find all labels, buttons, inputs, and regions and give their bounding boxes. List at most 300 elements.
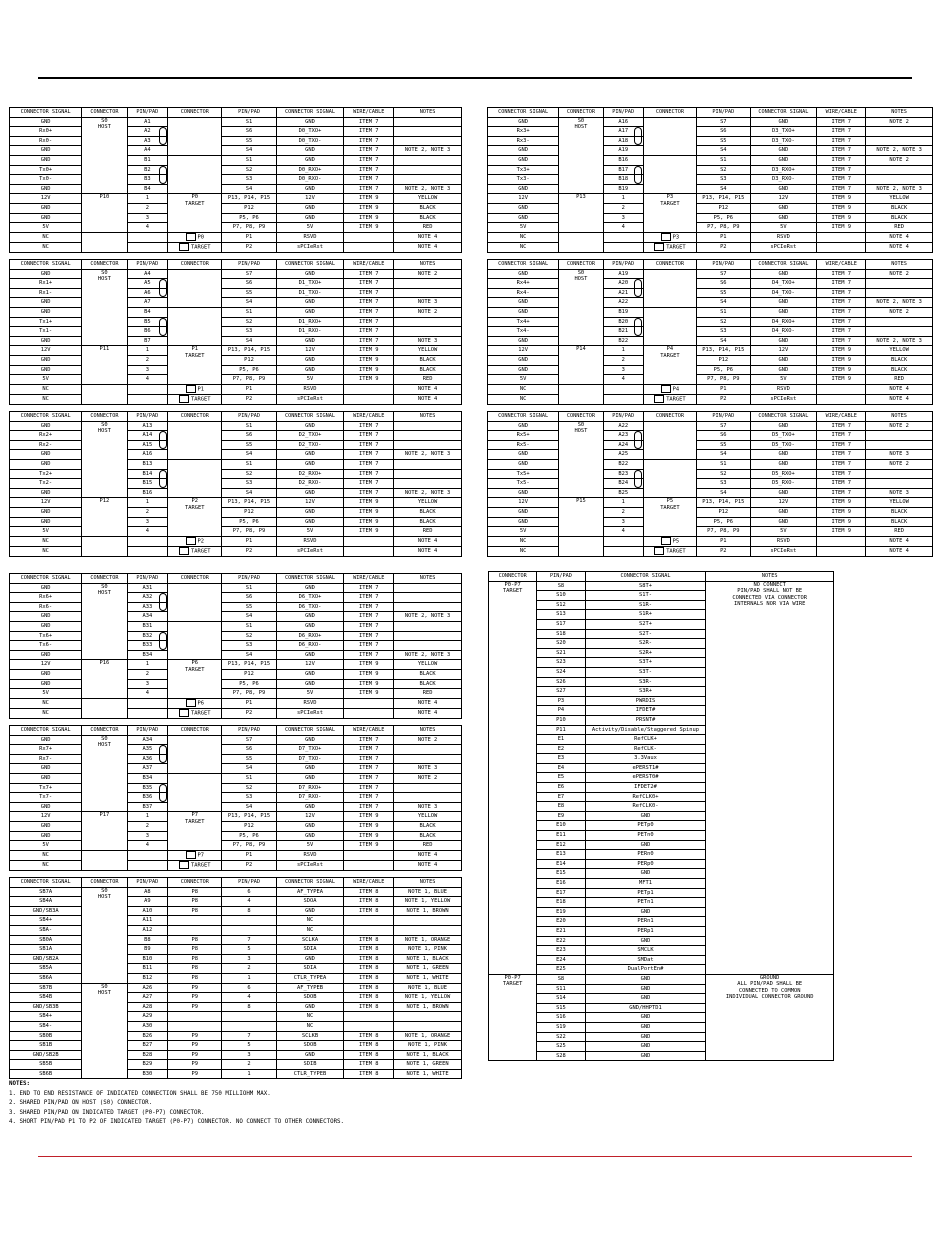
column-header: PIN/PAD [127,574,168,584]
wire-cell: ITEM 7 [344,440,394,450]
column-header: WIRE/CABLE [344,260,394,270]
wiring-table-p7 [9,725,462,871]
target-pin-cell: S4 [222,450,276,460]
table-row [10,689,462,699]
wire-cell [817,232,866,242]
target-connector-cell [168,117,222,155]
target-connector-role: TARGET [502,981,523,988]
table-row [10,384,462,394]
notes-cell: NOTE 1, YELLOW [394,993,462,1003]
pin-cell: A26 [127,983,168,993]
table-row [10,1050,462,1060]
signal-cell: NC [10,850,82,860]
signal-cell: Rx3- [488,136,559,146]
wire-cell: ITEM 9 [817,223,866,233]
target-pin-cell: S5 [222,136,276,146]
host-connector-role: HOST [97,742,111,749]
pin-cell: A25 [603,450,643,460]
target-signal-cell: GND [276,1002,344,1012]
target-signal-cell: GND [276,1050,344,1060]
connector-box-icon [654,395,664,403]
connector-box-icon [661,385,671,393]
target-connector-id: P1 [197,386,205,393]
wire-cell: ITEM 8 [344,954,394,964]
column-header: CONNECTOR [82,260,127,270]
pin-cell: S12 [537,600,585,610]
target-connector-role: TARGET [191,396,211,403]
notes-cell: NOTE 4 [394,708,462,718]
column-header: PIN/PAD [537,572,585,582]
pin-cell: S15 [537,1003,585,1013]
notes-cell [394,621,462,631]
pin-cell: A5 [127,279,168,289]
notes-cell: NOTE 3 [394,764,462,774]
target-pin-cell: P2 [222,394,276,404]
target-signal-cell: sPCIeRst [750,546,817,556]
notes-cell: BLACK [866,365,933,375]
pin-cell: B18 [603,175,643,185]
target-connector-cell [168,155,222,193]
table-row [488,488,933,498]
target-signal-cell: D2_TXO- [276,440,344,450]
signal-cell: SB0A [10,935,82,945]
connector-box-icon [179,243,189,251]
signal-cell: GND [10,213,82,223]
target-connector-cell: P9 [168,1031,222,1041]
target-pin-cell: S4 [222,650,276,660]
signal-cell: 12V [10,498,82,508]
signal-cell: PERp0 [585,859,706,869]
target-pin-cell: S3 [222,175,276,185]
target-connector-cell [168,269,222,307]
table-row [10,1002,462,1012]
target-pin-cell: S7 [697,117,750,127]
notes-cell: NOTE 4 [394,546,462,556]
pin-cell: B8 [127,935,168,945]
wire-cell: ITEM 9 [344,194,394,204]
column-header: CONNECTOR [643,260,696,270]
pin-cell: B32 [127,631,168,641]
connector-box-icon [186,385,196,393]
pin-cell: 1 [127,812,168,822]
table-row [488,355,933,365]
target-connector-id: P5 [672,538,680,545]
target-pin-cell: S3 [222,641,276,651]
pin-cell: 3 [603,517,643,527]
wire-cell: ITEM 7 [817,184,866,194]
wire-cell: ITEM 7 [344,127,394,137]
target-signal-cell: D6_TXO+ [276,593,344,603]
host-connector-cell [82,583,127,660]
signal-cell: GND [488,459,559,469]
target-signal-cell: GND [750,146,817,156]
pin-cell: A15 [127,440,168,450]
table-row [488,336,933,346]
pin-cell: 4 [603,527,643,537]
target-connector-cell: P9 [168,983,222,993]
column-header: PIN/PAD [603,260,643,270]
notes-cell [394,783,462,793]
wire-cell: ITEM 7 [817,450,866,460]
pin-cell: B14 [127,469,168,479]
notes-cell: NOTE 2, NOTE 3 [394,488,462,498]
notes-cell: BLACK [394,507,462,517]
target-signal-cell: GND [276,213,344,223]
target-signal-cell: GND [276,821,344,831]
signal-cell: 3.3Vaux [585,754,706,764]
target-pin-cell: P2 [222,546,276,556]
notes-cell: NOTE 4 [394,384,462,394]
target-signal-cell: SCLKB [276,1031,344,1041]
table-row [10,954,462,964]
pin-cell: A37 [127,764,168,774]
target-pin-cell: S6 [222,279,276,289]
signal-cell: NC [488,546,559,556]
pin-cell: B1 [127,155,168,165]
table-row [10,973,462,983]
table-row [10,897,462,907]
target-connector-role: TARGET [185,666,205,673]
wire-cell: ITEM 9 [344,213,394,223]
target-pin-cell: S2 [697,317,750,327]
table-row [488,117,933,127]
header-row [10,574,462,584]
target-signal-cell: AF_TYPEB [276,983,344,993]
notes-cell: NOTE 4 [866,394,933,404]
signal-cell: PETn0 [585,831,706,841]
target-pin-cell: S6 [222,127,276,137]
pin-cell: B17 [603,165,643,175]
target-pin-cell: S4 [222,298,276,308]
wiring-table-p3 [487,107,933,253]
column-header: CONNECTOR SIGNAL [10,726,82,736]
signal-cell: IFDET2# [585,783,706,793]
column-header: PIN/PAD [127,260,168,270]
target-signal-cell: D1_RXO- [276,327,344,337]
pin-cell: P10 [537,715,585,725]
signal-cell: Tx7+ [10,783,82,793]
pin-cell: A3 [127,136,168,146]
wire-cell: ITEM 9 [344,527,394,537]
pin-cell: B16 [127,488,168,498]
wire-cell: ITEM 9 [344,841,394,851]
pin-cell: B34 [127,650,168,660]
target-pin-cell: S4 [222,802,276,812]
target-pin-cell: P12 [697,355,750,365]
column-header: CONNECTOR SIGNAL [276,108,344,118]
pin-cell: A35 [127,745,168,755]
wire-cell [817,536,866,546]
pair-bracket-icon [634,279,642,297]
notes-cell: NOTE 1, BLUE [394,887,462,897]
table-row [10,735,462,745]
target-pin-cell: P1 [697,536,750,546]
target-pin-cell: P1 [222,384,276,394]
column-header: NOTES [706,572,834,582]
target-signal-cell: NC [276,925,344,935]
target-pin-cell: S5 [222,440,276,450]
target-signal-cell: 12V [750,194,817,204]
signal-cell: GND [488,269,559,279]
target-signal-cell: 12V [276,346,344,356]
column-header: CONNECTOR SIGNAL [585,572,706,582]
pin-cell: B26 [127,1031,168,1041]
pin-cell: 4 [127,223,168,233]
wire-cell: ITEM 7 [344,479,394,489]
column-header: NOTES [866,412,933,422]
table-row [488,288,933,298]
target-signal-cell: GND [276,831,344,841]
target-signal-cell: GND [276,517,344,527]
signal-cell: IFDET# [585,706,706,716]
notes-cell [394,155,462,165]
notes-cell [866,288,933,298]
target-connector-id: P4 [666,346,674,353]
pair-bracket-icon [159,745,167,763]
pin-cell: A34 [127,612,168,622]
target-signal-cell: GND [276,679,344,689]
target-signal-cell: GND [750,488,817,498]
notes-cell: NOTE 4 [394,242,462,252]
host-connector-id: S0 [101,421,108,428]
signal-cell: Tx6+ [10,631,82,641]
wire-cell: ITEM 8 [344,945,394,955]
notes-cell: NOTE 2 [866,269,933,279]
wire-cell: ITEM 7 [344,307,394,317]
notes-cell [394,916,462,926]
column-header: NOTES [394,726,462,736]
target-signal-cell: GND [750,155,817,165]
column-header: CONNECTOR [82,878,127,888]
notes-cell [394,288,462,298]
pin-cell: B35 [127,783,168,793]
signal-cell: GND [585,974,706,984]
wire-cell: ITEM 9 [344,507,394,517]
wire-cell: ITEM 8 [344,1050,394,1060]
target-pin-cell: 3 [222,954,276,964]
target-connector-id: P3 [672,234,680,241]
column-header: CONNECTOR SIGNAL [276,726,344,736]
header-row [10,412,462,422]
target-signal-cell: GND [750,269,817,279]
table-row [488,498,933,508]
pin-cell: S25 [537,1042,585,1052]
target-signal-cell: 12V [276,660,344,670]
table-row [10,745,462,755]
target-pin-cell: S1 [222,307,276,317]
notes-cell: YELLOW [866,498,933,508]
target-signal-cell: 5V [276,527,344,537]
wire-cell: ITEM 9 [344,375,394,385]
pin-cell: S10 [537,591,585,601]
connector-box-icon [661,537,671,545]
target-signal-cell: GND [276,773,344,783]
target-signal-cell: D7_RXO+ [276,783,344,793]
note-item-2: 2. SHARED PIN/PAD ON HOST (S0) CONNECTOR. [9,1100,153,1106]
target-pin-cell: P7, P8, P9 [222,689,276,699]
target-connector-cell [643,155,696,193]
signal-cell: GND [488,488,559,498]
signal-cell: GND [10,117,82,127]
pin-cell: E17 [537,888,585,898]
wire-cell: ITEM 7 [344,421,394,431]
target-pin-cell: P7, P8, P9 [222,527,276,537]
pin-cell: A13 [127,421,168,431]
target-connector-cell [168,536,222,546]
target-signal-cell: D3_RXO+ [750,165,817,175]
table-row [489,974,834,984]
target-signal-cell: NC [276,916,344,926]
signal-cell: GND [488,146,559,156]
signal-cell: Tx4+ [488,317,559,327]
pin-cell [603,384,643,394]
signal-cell: GND [10,679,82,689]
target-signal-cell: 5V [750,527,817,537]
target-pin-cell: P12 [222,355,276,365]
target-connector-cell [643,459,696,497]
pin-cell: E3 [537,754,585,764]
host-connector-role: HOST [97,124,111,131]
pin-cell: B9 [127,945,168,955]
pin-cell [127,546,168,556]
target-pin-cell: S6 [697,127,750,137]
pin-cell: S24 [537,667,585,677]
wire-cell: ITEM 7 [817,421,866,431]
table-row [488,431,933,441]
target-signal-cell: GND [276,336,344,346]
pin-cell: A2 [127,127,168,137]
target-connector-cell: P8 [168,897,222,907]
table-row [488,507,933,517]
host-connector-id: S0 [101,735,108,742]
wire-cell: ITEM 7 [344,631,394,641]
wire-cell [817,242,866,252]
target-connector-role: TARGET [502,588,523,595]
pin-cell: A11 [127,916,168,926]
notes-cell: BLACK [394,355,462,365]
target-connector-cell [168,194,222,232]
target-connector-id: P2 [197,538,205,545]
notes-cell: BLACK [866,517,933,527]
target-pin-cell: S6 [222,431,276,441]
pin-cell [127,242,168,252]
wire-cell: ITEM 7 [344,336,394,346]
column-header: CONNECTOR SIGNAL [10,878,82,888]
column-header: PIN/PAD [127,878,168,888]
target-signal-cell: D5_RXO+ [750,469,817,479]
signal-cell: RefCLK- [585,744,706,754]
table-row [10,327,462,337]
target-signal-cell: RSVD [276,850,344,860]
target-connector-cell [489,974,537,1060]
host-connector-id: S0 [101,269,108,276]
target-signal-cell: GND [276,459,344,469]
notes-cell: NOTE 4 [866,242,933,252]
target-pin-cell: P12 [697,507,750,517]
column-header: CONNECTOR SIGNAL [276,260,344,270]
target-signal-cell: GND [276,735,344,745]
notes-cell: NOTE 2 [394,773,462,783]
target-connector-cell: P9 [168,1050,222,1060]
target-signal-cell: D1_TXO+ [276,279,344,289]
signal-cell: NC [10,698,82,708]
host-connector-id: S0 [101,887,108,894]
signal-cell: SB6B [10,1069,82,1079]
table-row [488,327,933,337]
notes-cell: YELLOW [394,812,462,822]
column-header: NOTES [866,108,933,118]
column-header: WIRE/CABLE [344,726,394,736]
pin-cell: 1 [603,194,643,204]
notes-cell [866,165,933,175]
power-connector-cell: P12 [82,498,127,536]
column-header: PIN/PAD [222,412,276,422]
target-pin-cell: S5 [222,602,276,612]
pin-cell: B33 [127,641,168,651]
target-signal-cell: RSVD [750,536,817,546]
target-connector-cell [168,232,222,242]
column-header: CONNECTOR [82,412,127,422]
target-signal-cell: NC [276,1012,344,1022]
signal-cell: Rx2- [10,440,82,450]
header-row [10,726,462,736]
target-signal-cell: GND [276,669,344,679]
wire-cell: ITEM 7 [817,288,866,298]
signal-cell: GND [10,821,82,831]
target-connector-id: P7 [197,852,205,859]
target-connector-role: TARGET [666,244,686,251]
table-row [10,279,462,289]
table-row [10,612,462,622]
target-connector-role: TARGET [185,200,205,207]
notes-cell: RED [866,375,933,385]
pin-cell [603,536,643,546]
target-signal-cell: GND [276,421,344,431]
wire-cell: ITEM 9 [344,346,394,356]
target-pin-cell: S1 [222,459,276,469]
signal-cell: Rx7+ [10,745,82,755]
host-connector-role: HOST [574,428,588,435]
pin-cell [127,860,168,870]
table-row [489,581,834,591]
pin-cell: A22 [603,298,643,308]
signal-cell: GND [488,155,559,165]
notes-cell [866,136,933,146]
target-pin-cell: P2 [222,708,276,718]
table-row [10,1060,462,1070]
signal-cell: SB1A [10,945,82,955]
signal-cell: GND [585,907,706,917]
target-signal-cell: D6_RXO- [276,641,344,651]
signal-cell: GND [10,184,82,194]
notes-cell: NOTE 3 [394,336,462,346]
notes-cell [394,641,462,651]
signal-cell: S1T- [585,591,706,601]
pin-cell: S19 [537,1022,585,1032]
connector-box-icon [186,537,196,545]
wire-cell: ITEM 9 [817,527,866,537]
column-header: CONNECTOR [643,108,696,118]
notes-cell: YELLOW [394,346,462,356]
table-row [10,136,462,146]
host-connector-role: HOST [97,428,111,435]
target-connector-cell [168,708,222,718]
host-connector-cell [82,735,127,812]
wire-cell [344,394,394,404]
column-header: WIRE/CABLE [817,108,866,118]
target-signal-cell: GND [276,203,344,213]
pin-cell: S18 [537,629,585,639]
